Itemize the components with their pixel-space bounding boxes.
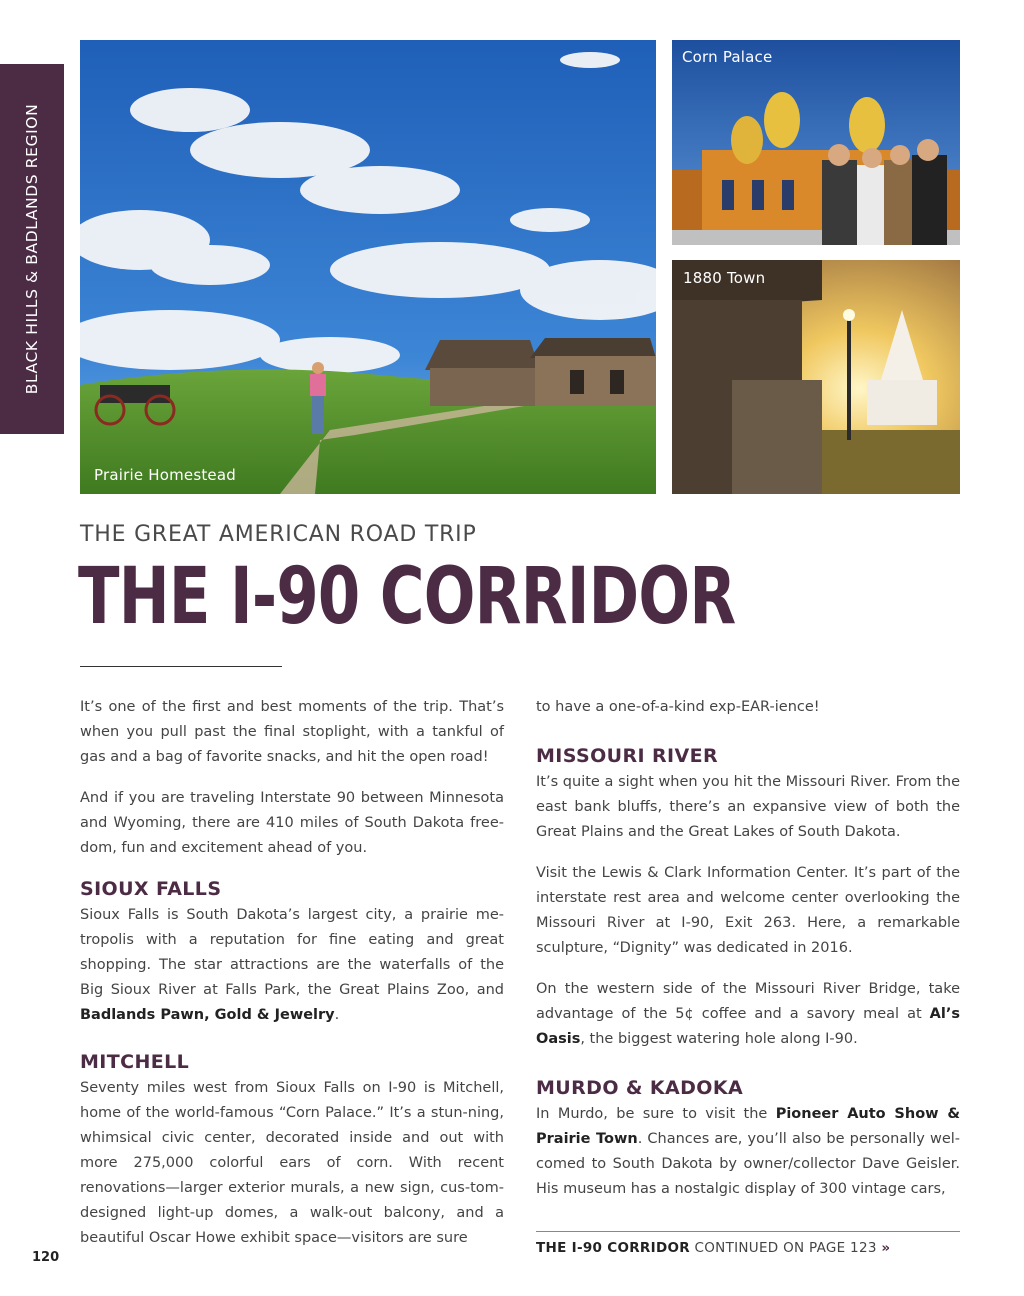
missouri-paragraph-1: It’s quite a sight when you hit the Missouri River. From the east bank bluffs, there’s an expansive view of both the Great Plains and the Great Lakes of South Dakota.	[536, 774, 960, 840]
intro-paragraph-2: And if you are traveling Interstate 90 between Minnesota and Wyoming, there are 410 miles of South Dakota free-dom, fun and excitement ahead of you.	[80, 790, 504, 856]
corn-palace-caption: Corn Palace	[682, 48, 773, 66]
title-rule	[80, 666, 282, 667]
section-tab-label: BLACK HILLS & BADLANDS REGION	[23, 103, 41, 395]
sioux-falls-paragraph: Sioux Falls is South Dakota’s largest city, a prairie me-tropolis with a reputation for fine eating and great shopping. The star attractions are the waterfalls of the Big Sioux River at Falls Park, the Great Plains Zoo, and Badlands Pawn, Gold & Jewelry.	[80, 907, 504, 1023]
sioux-falls-heading: SIOUX FALLS	[80, 878, 222, 900]
right-column	[536, 695, 960, 1218]
missouri-paragraph-3: On the western side of the Missouri River Bridge, take advantage of the 5¢ coffee and a savory meal at Al’s Oasis, the biggest watering hole along I-90.	[536, 981, 961, 1047]
prairie-homestead-caption: Prairie Homestead	[94, 466, 236, 484]
left-column	[80, 695, 504, 1267]
als-oasis-name: Al’s Oasis	[536, 1006, 961, 1047]
chevron-right-icon: »	[881, 1240, 891, 1256]
murdo-kadoka-heading: MURDO & KADOKA	[536, 1077, 744, 1099]
1880-town-caption: 1880 Town	[683, 269, 766, 287]
article-headline: THE I-90 CORRIDOR	[78, 552, 736, 642]
continued-link[interactable]	[536, 1240, 890, 1256]
missouri-paragraph-2: Visit the Lewis & Clark Information Center. It’s part of the interstate rest area and welcome center overlooking the Missouri River at I-90, Exit 263. Here, a remarkable sculpture, “Dignity” was dedicated in 2016.	[536, 865, 960, 956]
prairie-homestead-photo	[80, 40, 656, 494]
missouri-river-heading: MISSOURI RIVER	[536, 745, 718, 767]
mitchell-heading: MITCHELL	[80, 1051, 190, 1073]
section-tab	[0, 64, 64, 434]
article-kicker: THE GREAT AMERICAN ROAD TRIP	[80, 522, 477, 547]
murdo-paragraph: In Murdo, be sure to visit the Pioneer Auto Show & Prairie Town. Chances are, you’ll also be personally wel-comed to South Dakota by owner/collector Dave Geisler. His museum has a nostalgic display of 300 vintage cars,	[536, 1106, 960, 1197]
continued-text: CONTINUED ON PAGE 123	[689, 1240, 882, 1256]
mitchell-continued: to have a one-of-a-kind exp-EAR-ience!	[536, 699, 820, 715]
pioneer-auto-name: Pioneer Auto Show & Prairie Town	[536, 1106, 960, 1147]
1880-town-photo	[672, 260, 960, 494]
intro-paragraph-1: It’s one of the first and best moments of the trip. That’s when you pull past the final stoplight, with a tankful of gas and a bag of favorite snacks, and hit the open road!	[80, 699, 504, 765]
badlands-pawn-name: Badlands Pawn, Gold & Jewelry	[80, 1007, 335, 1023]
footer-rule	[536, 1231, 960, 1232]
corn-palace-photo	[672, 40, 960, 245]
page-number: 120	[32, 1250, 60, 1265]
continued-title: THE I-90 CORRIDOR	[536, 1240, 690, 1256]
mitchell-paragraph: Seventy miles west from Sioux Falls on I-90 is Mitchell, home of the world-famous “Corn Palace.” It’s a stun-ning, whimsical civic center, decorated inside and out with more 275,000 colorful ears of corn. With recent renovations—larger exterior murals, a new sign, cus-tom-designed light-up domes, a walk-out balcony, and a beautiful Oscar Howe exhibit space—visitors are sure	[80, 1080, 504, 1246]
